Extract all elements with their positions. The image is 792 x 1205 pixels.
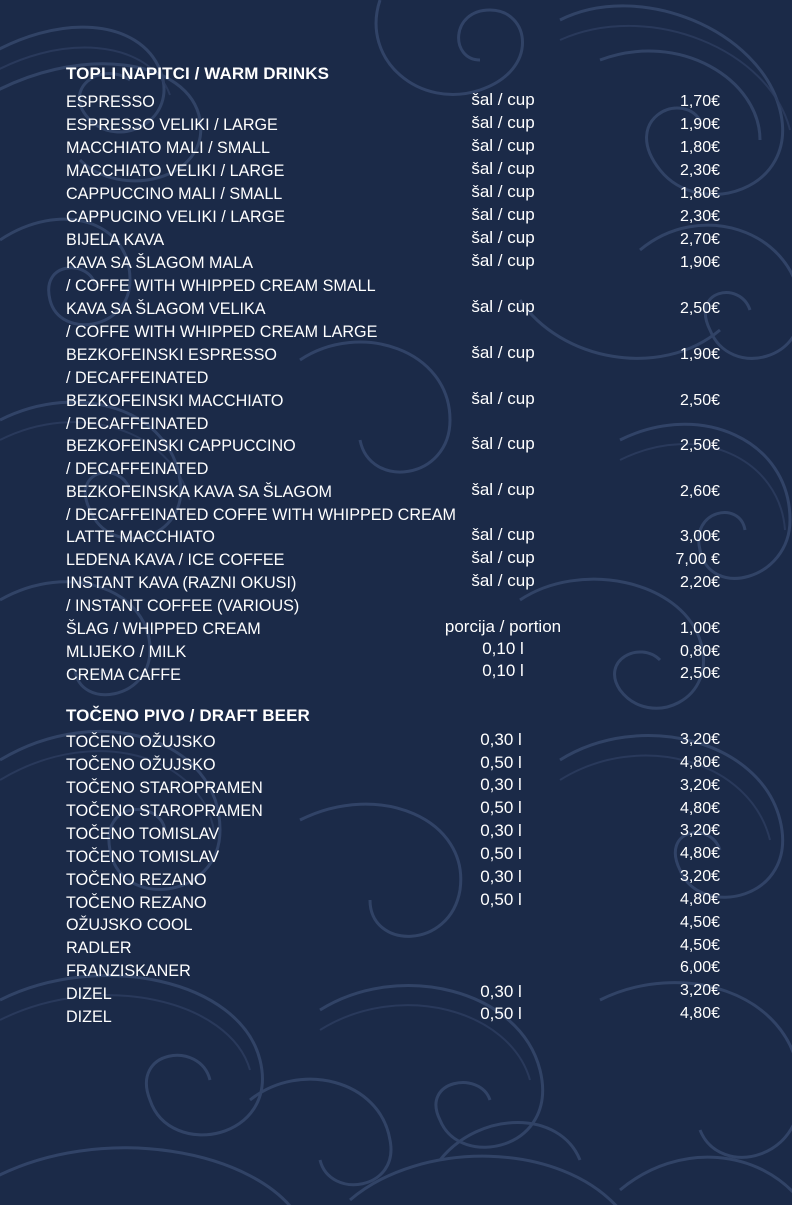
item-name: CAPPUCINO VELIKI / LARGE <box>66 207 285 226</box>
item-quantity: šal / cup <box>471 159 535 178</box>
warm-drinks-title: TOPLI NAPITCI / WARM DRINKS <box>66 64 330 83</box>
item-price: 2,50€ <box>679 392 720 409</box>
item-price: 1,90€ <box>679 116 720 133</box>
item-quantity: 0,30 l <box>480 867 522 886</box>
item-quantity: 0,10 l <box>482 639 524 658</box>
item-quantity: 0,30 l <box>480 821 522 840</box>
item-quantity: šal / cup <box>471 480 535 499</box>
item-quantity: šal / cup <box>471 434 535 453</box>
item-price: 7,00 € <box>675 551 720 568</box>
item-price: 2,50€ <box>679 665 720 682</box>
item-price: 3,20€ <box>679 822 720 839</box>
item-name: BEZKOFEINSKI MACCHIATO <box>66 391 284 410</box>
item-name: TOČENO REZANO <box>66 870 207 889</box>
item-name: BEZKOFEINSKA KAVA SA ŠLAGOM <box>66 482 332 501</box>
item-price: 0,80€ <box>679 643 720 660</box>
item-name: MLIJEKO / MILK <box>66 642 187 661</box>
item-quantity: 0,50 l <box>480 753 522 772</box>
item-name-translation: / COFFE WITH WHIPPED CREAM SMALL <box>66 276 376 295</box>
item-name: TOČENO OŽUJSKO <box>66 755 216 774</box>
item-quantity: porcija / portion <box>444 617 562 636</box>
item-quantity: 0,30 l <box>480 982 522 1001</box>
item-price: 4,80€ <box>679 800 720 817</box>
item-name: ESPRESSO <box>66 92 155 111</box>
item-price: 3,00€ <box>679 528 720 545</box>
item-quantity: šal / cup <box>471 136 535 155</box>
item-name-translation: / DECAFFEINATED <box>66 414 209 433</box>
item-quantity: šal / cup <box>471 182 535 201</box>
item-quantity: šal / cup <box>471 205 535 224</box>
item-price: 1,90€ <box>679 346 720 363</box>
item-price: 2,50€ <box>679 437 720 454</box>
item-quantity: 0,50 l <box>480 798 522 817</box>
item-quantity: šal / cup <box>471 251 535 270</box>
item-price: 1,00€ <box>679 620 720 637</box>
item-quantity: šal / cup <box>471 548 535 567</box>
item-quantity: šal / cup <box>471 343 535 362</box>
item-price: 4,80€ <box>679 1005 720 1022</box>
item-price: 3,20€ <box>679 731 720 748</box>
item-quantity: šal / cup <box>471 571 535 590</box>
item-name: TOČENO STAROPRAMEN <box>66 801 263 820</box>
item-name: FRANZISKANER <box>66 961 191 980</box>
item-name-translation: / INSTANT COFFEE (VARIOUS) <box>66 596 300 615</box>
item-price: 1,80€ <box>679 139 720 156</box>
item-price: 4,80€ <box>679 754 720 771</box>
item-quantity: 0,30 l <box>480 775 522 794</box>
item-name-translation: / DECAFFEINATED <box>66 368 209 387</box>
item-name: RADLER <box>66 938 132 957</box>
item-price: 3,20€ <box>679 868 720 885</box>
item-price: 2,30€ <box>679 208 720 225</box>
item-price: 3,20€ <box>679 982 720 999</box>
item-name: BEZKOFEINSKI CAPPUCCINO <box>66 436 296 455</box>
item-quantity: šal / cup <box>471 525 535 544</box>
item-quantity: šal / cup <box>471 389 535 408</box>
item-price: 1,90€ <box>679 254 720 271</box>
item-price: 2,70€ <box>679 231 720 248</box>
item-price: 1,80€ <box>679 185 720 202</box>
item-quantity: šal / cup <box>471 228 535 247</box>
item-name: TOČENO STAROPRAMEN <box>66 778 263 797</box>
item-name: ŠLAG / WHIPPED CREAM <box>66 619 261 638</box>
item-name: TOČENO TOMISLAV <box>66 824 220 843</box>
item-name: DIZEL <box>66 984 112 1003</box>
item-quantity: 0,10 l <box>482 661 524 680</box>
item-name: KAVA SA ŠLAGOM MALA <box>66 253 254 272</box>
item-name: LEDENA KAVA / ICE COFFEE <box>66 550 285 569</box>
item-price: 2,60€ <box>679 483 720 500</box>
draft-beer-title: TOČENO PIVO / DRAFT BEER <box>66 706 310 725</box>
item-name: DIZEL <box>66 1007 112 1026</box>
item-name-translation: / COFFE WITH WHIPPED CREAM LARGE <box>66 322 378 341</box>
item-price: 1,70€ <box>679 93 720 110</box>
item-price: 6,00€ <box>679 959 720 976</box>
item-quantity: šal / cup <box>471 297 535 316</box>
item-quantity: 0,50 l <box>480 844 522 863</box>
item-name: TOČENO REZANO <box>66 893 207 912</box>
item-price: 2,20€ <box>679 574 720 591</box>
item-name: MACCHIATO VELIKI / LARGE <box>66 161 285 180</box>
item-price: 4,50€ <box>679 937 720 954</box>
item-name: MACCHIATO MALI / SMALL <box>66 138 271 157</box>
item-name: TOČENO OŽUJSKO <box>66 732 216 751</box>
item-name: CAPPUCCINO MALI / SMALL <box>66 184 283 203</box>
item-name: CREMA CAFFE <box>66 665 181 684</box>
item-price: 2,50€ <box>679 300 720 317</box>
item-name: KAVA SA ŠLAGOM VELIKA <box>66 299 266 318</box>
item-name: BIJELA KAVA <box>66 230 165 249</box>
item-name: LATTE MACCHIATO <box>66 527 215 546</box>
item-name: BEZKOFEINSKI ESPRESSO <box>66 345 277 364</box>
item-name: INSTANT KAVA (RAZNI OKUSI) <box>66 573 297 592</box>
item-quantity: šal / cup <box>471 90 535 109</box>
item-name: OŽUJSKO COOL <box>66 915 193 934</box>
item-quantity: 0,30 l <box>480 730 522 749</box>
item-price: 2,30€ <box>679 162 720 179</box>
item-name-translation: / DECAFFEINATED COFFE WITH WHIPPED CREAM <box>66 505 457 524</box>
item-name: ESPRESSO VELIKI / LARGE <box>66 115 278 134</box>
item-price: 4,50€ <box>679 914 720 931</box>
item-price: 4,80€ <box>679 845 720 862</box>
item-quantity: 0,50 l <box>480 890 522 909</box>
item-name: TOČENO TOMISLAV <box>66 847 220 866</box>
item-quantity: šal / cup <box>471 113 535 132</box>
item-price: 3,20€ <box>679 777 720 794</box>
item-name-translation: / DECAFFEINATED <box>66 459 209 478</box>
item-price: 4,80€ <box>679 891 720 908</box>
item-quantity: 0,50 l <box>480 1004 522 1023</box>
